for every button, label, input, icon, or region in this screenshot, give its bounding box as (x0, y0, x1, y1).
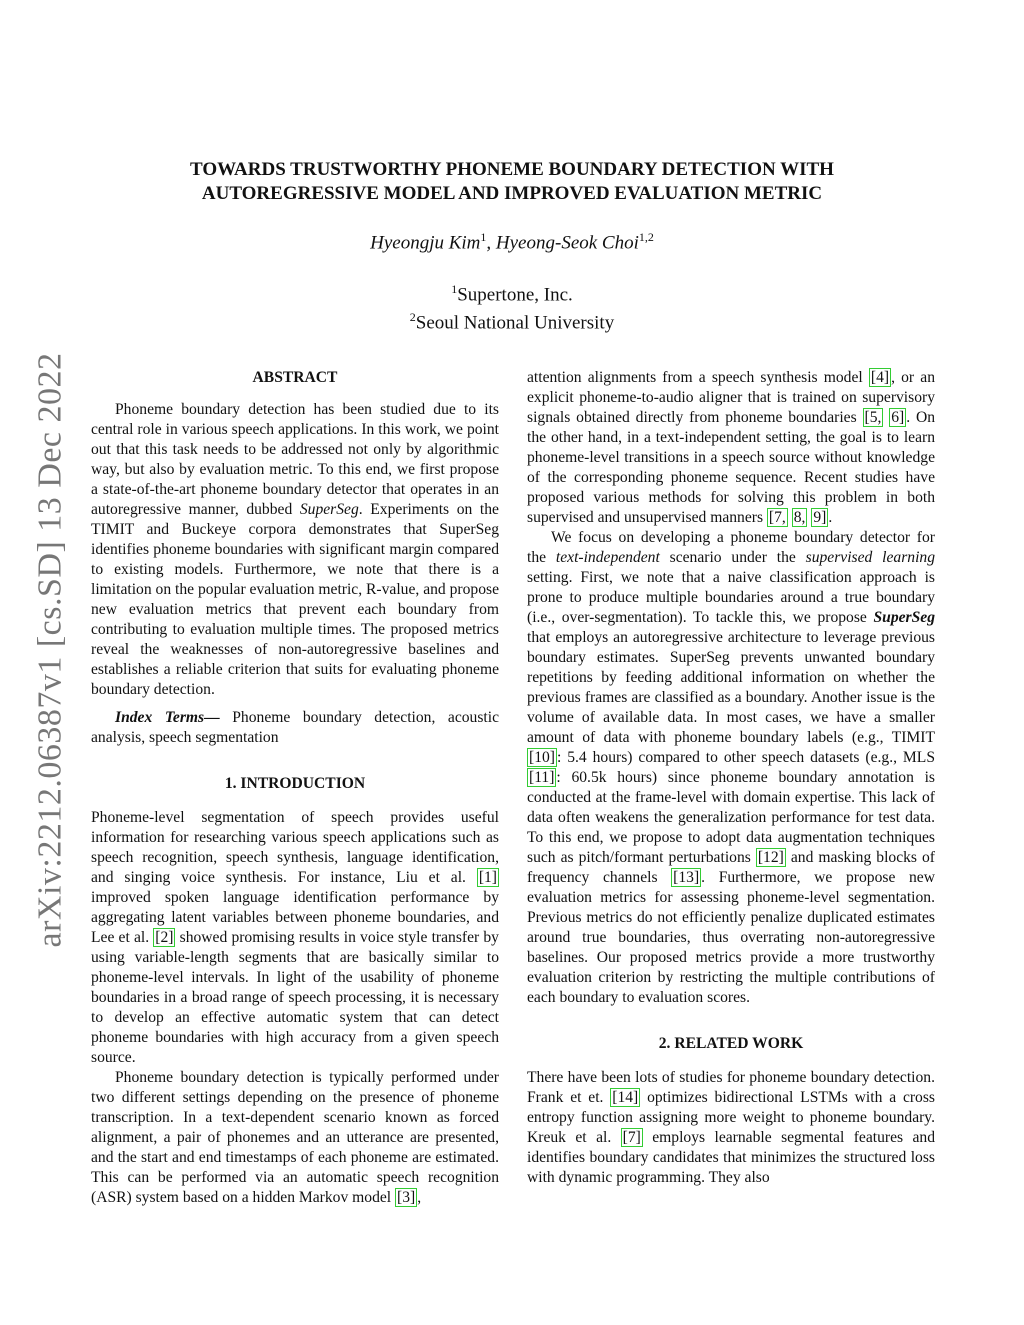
abstract-text-2: . Experiments on the TIMIT and Buckeye corpora demonstrates that SuperSeg identifies phoneme boundaries with significant margin compared to existing models. Furthermore, we note that there is a limitation on the popular evaluation metric, R-value, and propose new evaluation metrics that prevent each boundary from contributing to evaluation multiple times. The proposed metrics reveal the weaknesses of non-autoregressive baselines and establishes a reliable criterion that suits for evaluating phoneme boundary detection. (91, 501, 499, 698)
citation-5[interactable]: [5, (864, 409, 882, 426)
author-1: Hyeongju Kim (370, 232, 481, 254)
author-list (120, 230, 904, 254)
right-column (527, 368, 935, 1188)
intro-r2-em-2: supervised learning (805, 549, 936, 566)
related-text-1: There have been lots of studies for phoneme boundary detection. Frank et et. (527, 1069, 935, 1106)
intro-p2-text-2: , (417, 1189, 422, 1206)
arxiv-identifier-text: arXiv:2212.06387v1 [cs.SD] 13 Dec 2022 (32, 352, 69, 948)
paper-title (120, 158, 904, 206)
author-1-affil: 1 (480, 230, 487, 244)
title-line-2: AUTOREGRESSIVE MODEL AND IMPROVED EVALUATION METRIC (201, 183, 823, 204)
intro-r1-text-1: attention alignments from a speech synthesis model (527, 369, 869, 386)
citation-12[interactable]: [12] (757, 849, 784, 866)
citation-7-repeat[interactable]: [7] (622, 1129, 641, 1146)
intro-r2-superseg: SuperSeg (873, 609, 935, 626)
abstract-superseg: SuperSeg (299, 501, 359, 518)
intro-r1-text-4: . (828, 509, 833, 526)
arxiv-identifier (30, 350, 72, 950)
citation-2[interactable]: [2] (155, 929, 174, 946)
intro-r1-text-2: , or an explicit phoneme-to-audio aligner that is trained on supervisory signals obtained directly from phoneme boundaries (527, 369, 935, 426)
citation-9[interactable]: 9] (813, 509, 827, 526)
citation-11[interactable]: [11] (529, 769, 555, 786)
index-terms-label: Index Terms— (115, 709, 220, 726)
index-terms-text: Phoneme boundary detection, acoustic analysis, speech segmentation (91, 709, 500, 746)
affil-2: Seoul National University (415, 312, 615, 334)
intro-r2-text-2: scenario under the (659, 549, 806, 566)
intro-r2-text-4: that employs an autoregressive architecture to leverage previous boundary estimates. SuperSeg prevents unwanted boundary repetitions by feeding additional information on whether the previous frames are classified as a boundary. Another issue is the volume of available data. In most cases, we have a smaller amount of data with phoneme boundary labels (e.g., TIMIT (527, 629, 935, 746)
intro-paragraph-1 (91, 808, 499, 1068)
intro-p1-text-2: improved spoken language identification performance by aggregating latent variables between phoneme boundaries, and Lee et al. (91, 889, 499, 946)
intro-heading: 1. INTRODUCTION (224, 775, 366, 792)
intro-paragraph-3 (527, 368, 935, 528)
related-work-paragraph (527, 1068, 935, 1188)
citation-7[interactable]: [7, (768, 509, 786, 526)
affil-2-marker: 2 (409, 310, 416, 325)
citation-4[interactable]: [4] (870, 369, 890, 386)
related-work-heading: 2. RELATED WORK (658, 1035, 804, 1052)
citation-6[interactable]: 6] (891, 409, 905, 426)
left-column (91, 368, 499, 1208)
author-2-affil: 1,2 (638, 230, 654, 244)
intro-r1-text-3: . On the other hand, in a text-independent setting, the goal is to learn phoneme-level transitions in a speech source without knowledge of the corresponding phoneme sequence. Recent studies have proposed various methods for solving this problem in both supervised and unsupervised manners (527, 409, 936, 526)
related-text-2: optimizes bidirectional LSTMs with a cross entropy function assigning more weight to phoneme boundary. Kreuk et al. (527, 1089, 935, 1146)
author-2: Hyeong-Seok Choi (495, 232, 639, 254)
citation-13[interactable]: [13] (673, 869, 700, 886)
intro-r2-text-3: setting. First, we note that a naive classification approach is prone to produce multiple boundaries around a true boundary (i.e., over-segmentation). To tackle this, we propose (527, 569, 935, 626)
citation-10[interactable]: [10] (529, 749, 555, 766)
intro-r2-text-5: : 5.4 hours) compared to other speech datasets (e.g., MLS (556, 749, 935, 766)
affil-1-marker: 1 (451, 282, 458, 296)
intro-p1-text-3: showed promising results in voice style transfer by using variable-length segments that are basically similar to phoneme-level intervals. In light of the usability of phoneme boundaries in a broad range of speech processing, it is necessary to develop an effective automatic system that can detect phoneme boundaries with high accuracy from a given speech source. (91, 929, 499, 1066)
abstract-body (91, 400, 499, 700)
intro-paragraph-2 (91, 1068, 499, 1208)
citation-3[interactable]: [3] (397, 1189, 416, 1206)
abstract-text-1: Phoneme boundary detection has been studied due to its central role in various speech applications. In this work, we point out that this task needs to be addressed not only by algorithmic way, but also by evaluation metric. To this end, we first propose a state-of-the-art phoneme boundary detector that operates in an autoregressive manner, dubbed (91, 401, 499, 518)
intro-r2-em-1: text-independent (555, 549, 660, 566)
citation-14[interactable]: [14] (612, 1089, 639, 1106)
intro-r2-text-8: . Furthermore, we propose new evaluation metrics for assessing phoneme-level segmentation. Previous metrics do not efficiently penalize duplicated estimates around true boundaries, thus overrating non-autoregressive baselines. Our proposed metrics provide a more trustworthy evaluation criterion by restricting the multiple contributions of each boundary to evaluation scores. (527, 869, 935, 1006)
abstract-heading: ABSTRACT (252, 369, 338, 386)
index-terms (91, 708, 499, 748)
affiliations (120, 278, 904, 335)
intro-r2-text-7: and masking blocks of frequency channels (527, 849, 935, 886)
citation-1[interactable]: [1] (478, 869, 497, 886)
citation-8[interactable]: 8, (793, 509, 806, 526)
affil-1: Supertone, Inc. (457, 284, 573, 306)
intro-r2-text-6: : 60.5k hours) since phoneme boundary annotation is conducted at the frame-level with domain expertise. This lack of data often weakens the generalization performance for test data. To this end, we propose to adopt data augmentation techniques such as pitch/formant perturbations (527, 769, 935, 866)
intro-paragraph-4 (527, 528, 935, 1008)
title-line-1: TOWARDS TRUSTWORTHY PHONEME BOUNDARY DETECTION WITH (190, 159, 834, 180)
intro-p1-text-1: Phoneme-level segmentation of speech provides useful information for researching various speech applications such as speech recognition, speech synthesis, language identification, and singing voice synthesis. For instance, Liu et al. (91, 809, 499, 886)
intro-r2-text-1: We focus on developing a phoneme boundary detector for the (527, 529, 935, 566)
author-separator: , (486, 232, 496, 254)
related-text-3: employs learnable segmental features and identifies boundary candidates that minimizes the structured loss with dynamic programming. They also (527, 1129, 935, 1186)
intro-p2-text-1: Phoneme boundary detection is typically performed under two different settings depending on the presence of phoneme transcription. In a text-dependent scenario known as forced alignment, a pair of phonemes and an utterance are presented, and the start and end timestamps of each phoneme are estimated. This can be performed via an automatic speech recognition (ASR) system based on a hidden Markov model (91, 1069, 499, 1206)
